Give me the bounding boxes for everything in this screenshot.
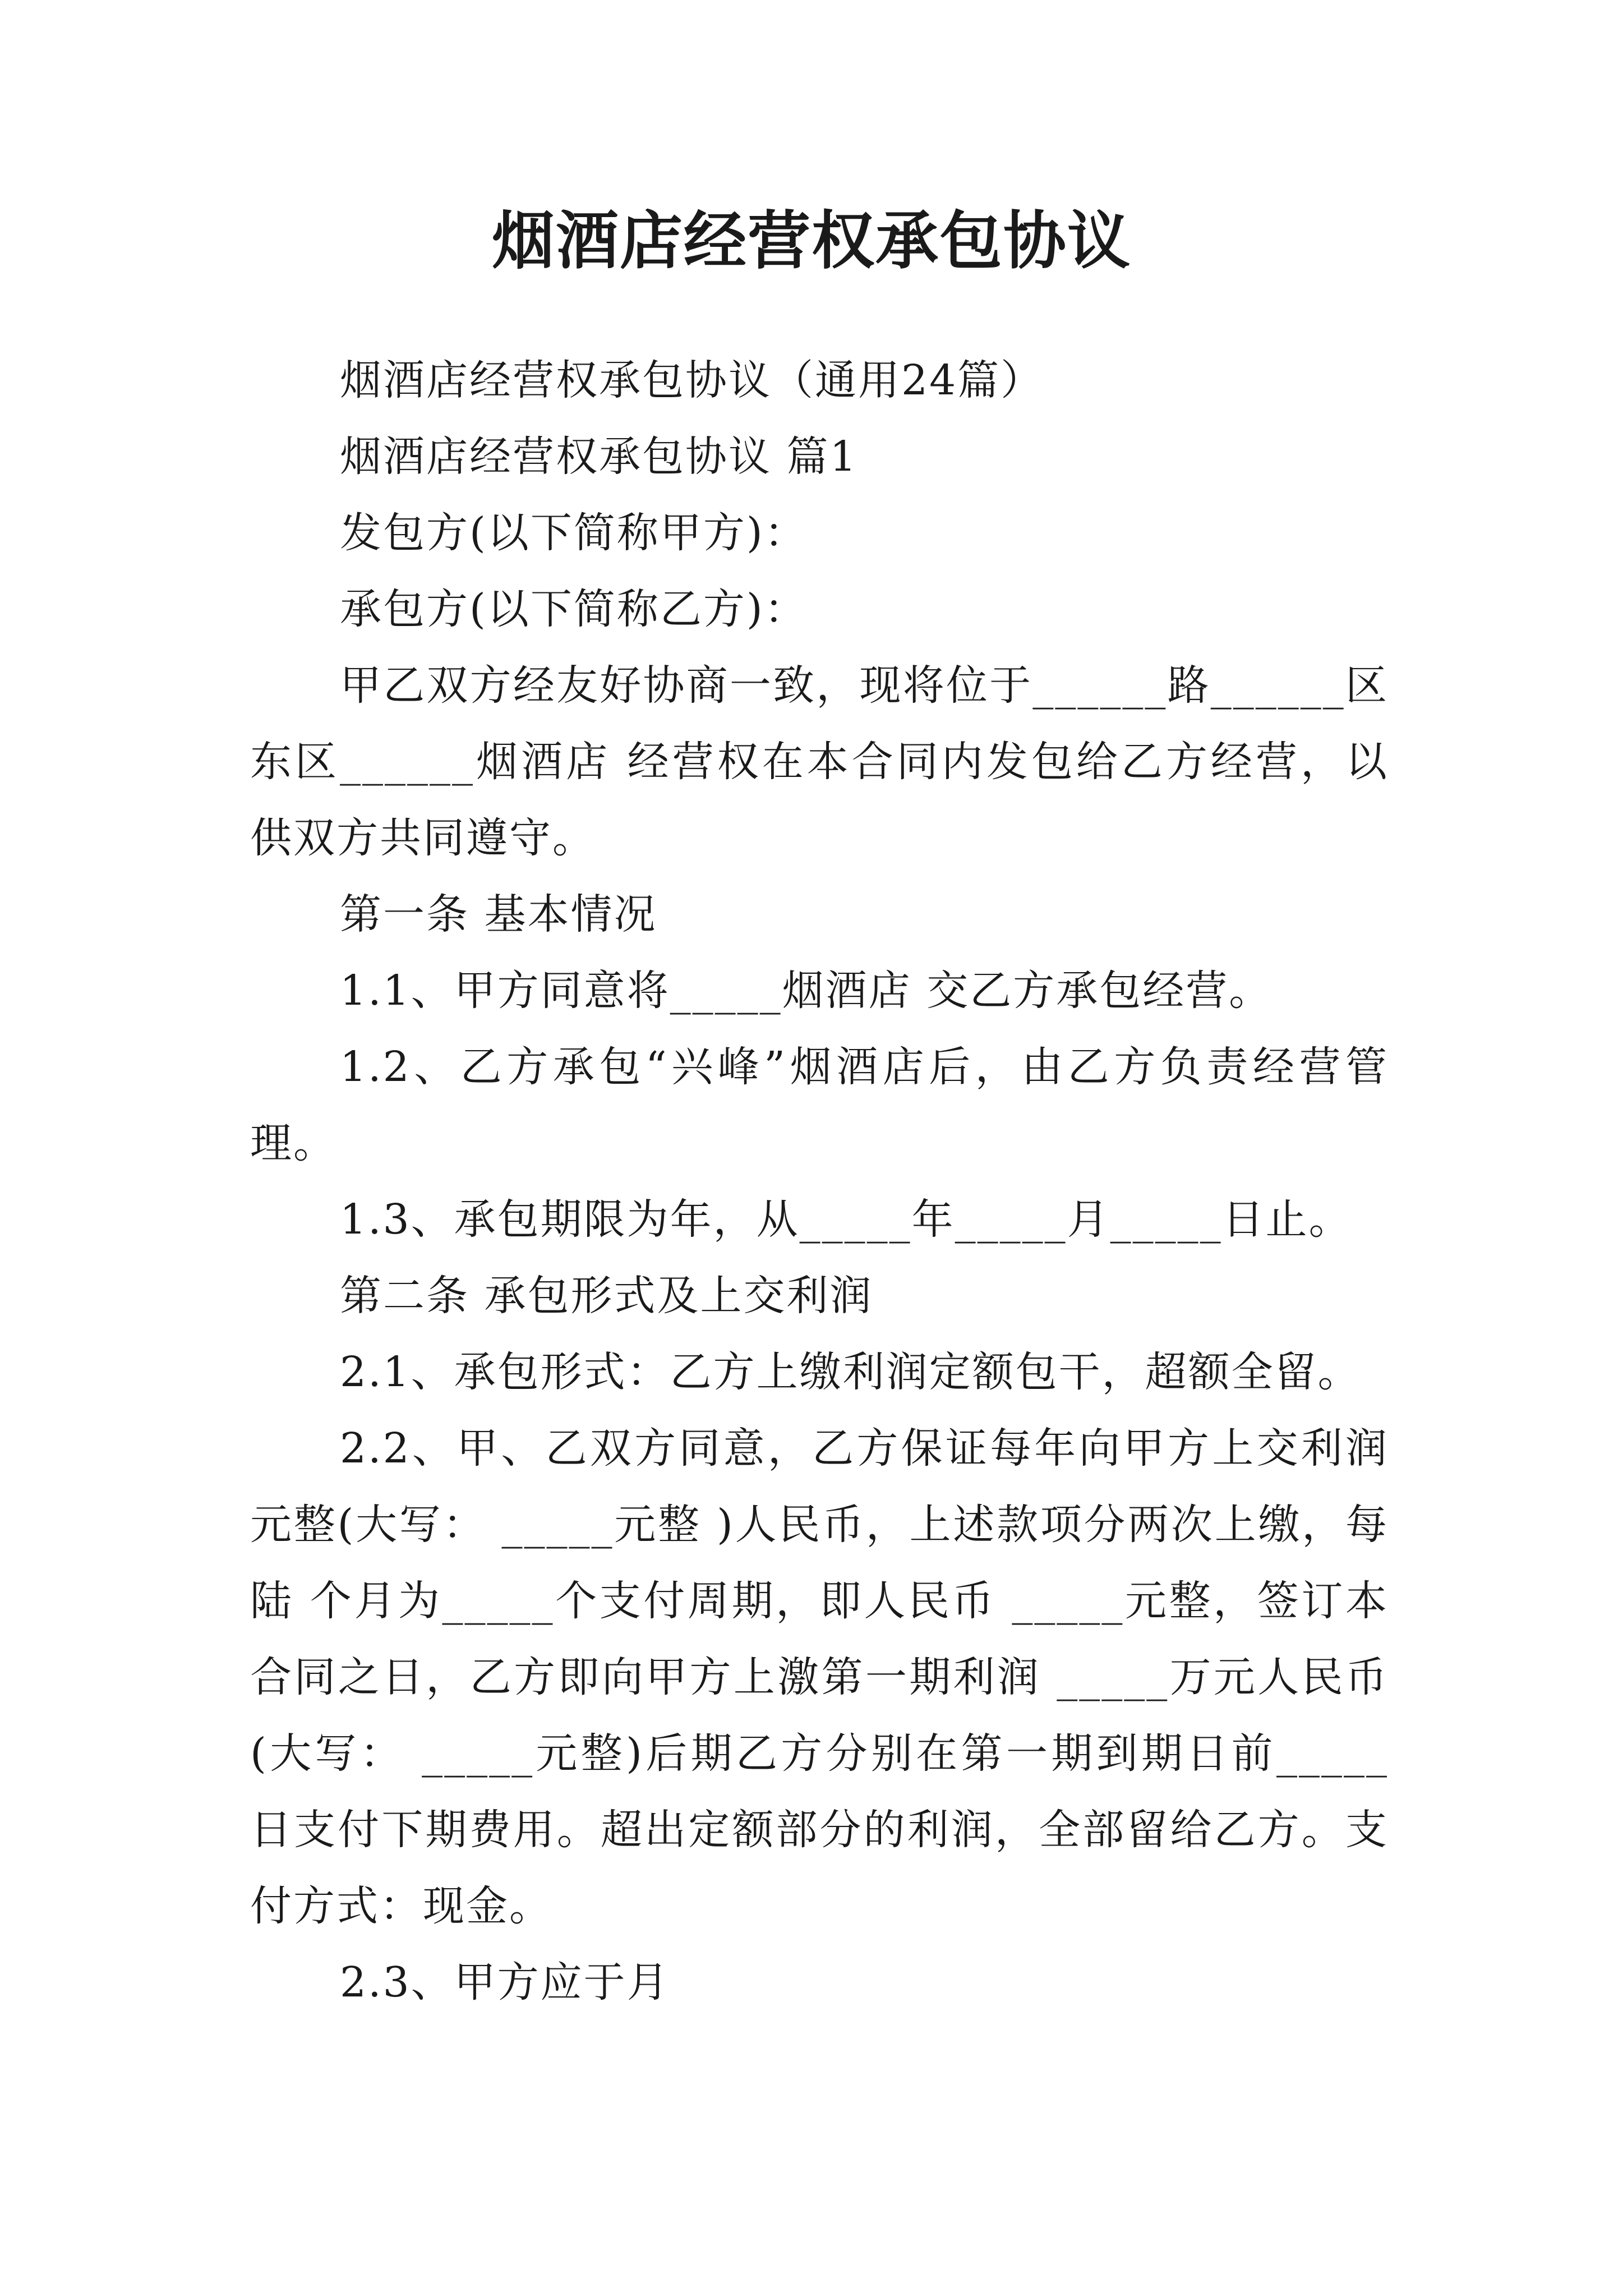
paragraph-clause-1-3: 1.3、承包期限为年，从_____年_____月_____日止。 bbox=[340, 1195, 1352, 1244]
paragraph-subtitle: 烟酒店经营权承包协议（通用24篇） bbox=[340, 356, 1044, 404]
paragraph-chapter-heading: 烟酒店经营权承包协议 篇1 bbox=[340, 432, 858, 481]
paragraph-party-b: 承包方(以下简称乙方)： bbox=[340, 585, 808, 633]
document-title: 烟酒店经营权承包协议 bbox=[492, 204, 1131, 278]
paragraph-clause-2-2: 2.2、甲、乙双方同意，乙方保证每年向甲方上交利润元整(大写： _____元整 )人民币，上述款项分两次上缴，每 陆 个月为_____个支付周期，即人民币 _____元整，签订本合同之日，乙方即向甲方上激第一期利润 _____万元人民币(大写： _____元整)后期乙方分别在第一期到期日前_____日支付下期费用。超出定额部分的利润，全部留给乙方。支付方式：现金。 bbox=[250, 1424, 1389, 1930]
paragraph-clause-1-1: 1.1、甲方同意将_____烟酒店 交乙方承包经营。 bbox=[340, 967, 1272, 1015]
paragraph-party-a: 发包方(以下简称甲方)： bbox=[340, 509, 808, 557]
paragraph-article-1-heading: 第一条 基本情况 bbox=[340, 890, 657, 938]
paragraph-clause-2-3: 2.3、甲方应于月 bbox=[340, 1958, 670, 2007]
paragraph-article-2-heading: 第二条 承包形式及上交利润 bbox=[340, 1272, 873, 1320]
document-body bbox=[250, 342, 1389, 2021]
paragraph-preamble: 甲乙双方经友好协商一致，现将位于______路______区东区______烟酒店 经营权在本合同内发包给乙方经营，以供双方共同遵守。 bbox=[250, 661, 1389, 862]
paragraph-clause-2-1: 2.1、承包形式：乙方上缴利润定额包干，超额全留。 bbox=[340, 1348, 1361, 1396]
paragraph-clause-1-2: 1.2、乙方承包“兴峰”烟酒店后，由乙方负责经营管理。 bbox=[250, 1043, 1389, 1167]
